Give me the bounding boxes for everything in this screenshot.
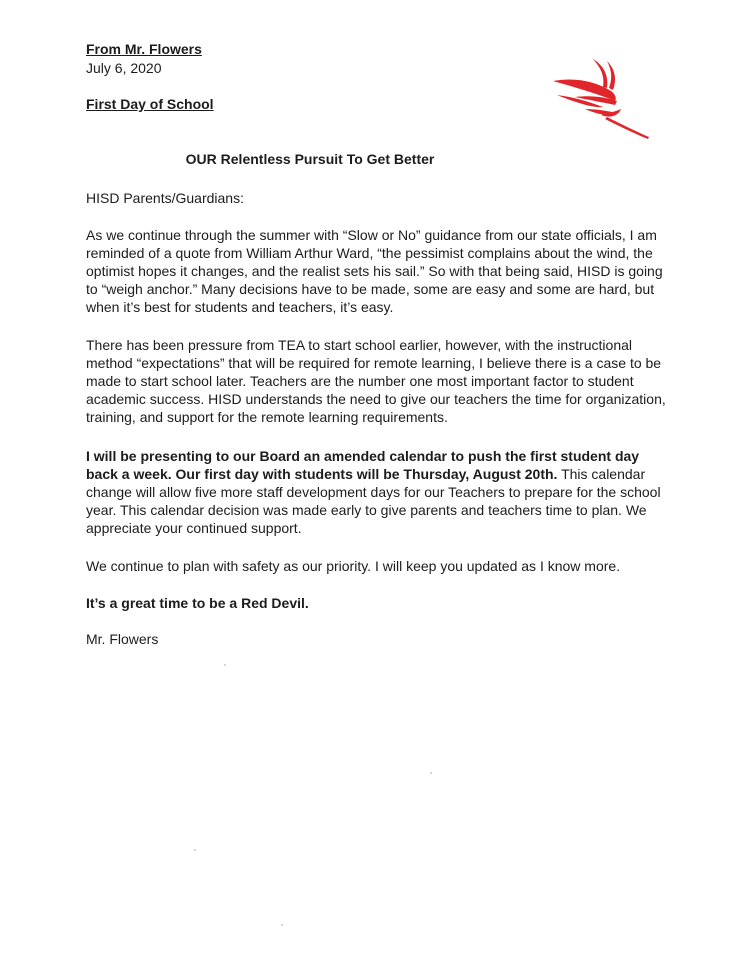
subject-line: First Day of School [86,96,214,112]
paragraph-1: As we continue through the summer with “Slow or No” guidance from our state officials, I am reminded of a quote from William Arthur Ward, “the pessimist complains about the wind, the optimist hopes it changes, and the realist sets his sail.” So with that being said, HISD is going to “weigh anchor.” Many decisions have to be made, some are easy and some are hard, but when it’s best for students and teachers, it’s easy. [86,227,663,315]
paragraph-4: We continue to plan with safety as our priority. I will keep you updated as I know more. [86,558,621,574]
closing-slogan: It’s a great time to be a Red Devil. [86,595,309,611]
scan-speck [281,924,283,926]
from-line: From Mr. Flowers [86,41,202,57]
scan-speck [430,772,432,774]
date-line: July 6, 2020 [86,60,162,76]
paragraph-3 [86,447,666,537]
signature-name: Mr. Flowers [86,631,159,647]
scan-speck [194,849,196,851]
greeting: HISD Parents/Guardians: [86,190,244,206]
scan-speck [224,664,226,666]
red-devil-logo-icon [545,55,653,140]
calendar-announcement: I will be presenting to our Board an amended calendar to push the first student day back a week. Our first day with students will be Thursday, August 20th. [86,448,640,482]
paragraph-2: There has been pressure from TEA to start school earlier, however, with the instructional method “expectations” that will be required for remote learning, I believe there is a case to be made to start school later. Teachers are the number one most important factor to student academic success. HISD understands the need to give our teachers the time for organization, training, and support for the remote learning requirements. [86,337,666,425]
calendar-details: This calendar change will allow five more staff development days for our Teachers to prepare for the school year. This calendar decision was made early to give parents and teachers time to plan. We appreciate your continued support. [86,466,661,536]
letter-title: OUR Relentless Pursuit To Get Better [185,151,435,167]
